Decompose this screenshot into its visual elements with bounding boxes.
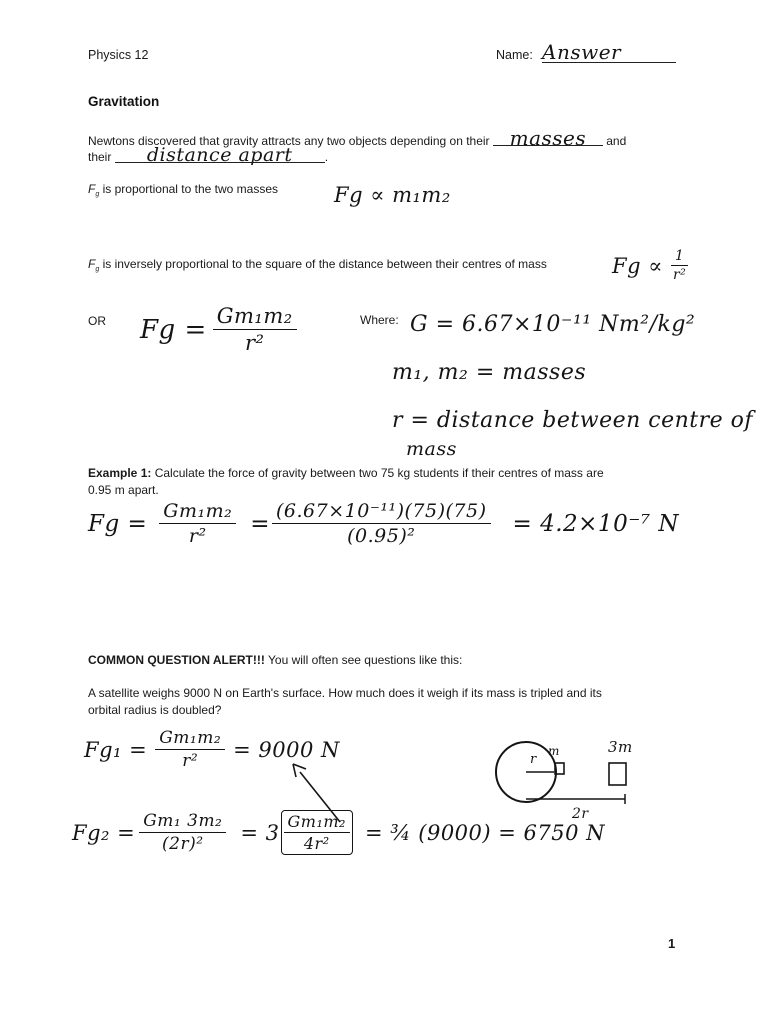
- course-title: Physics 12: [88, 48, 149, 62]
- diagram-2r-label: 2r: [572, 806, 589, 822]
- eq1-den: r²: [182, 751, 199, 771]
- alert-text: You will often see questions like this:: [268, 653, 463, 667]
- inverse-den: r²: [672, 267, 687, 283]
- fg-symbol-2: F: [88, 257, 96, 271]
- satellite-question-1: A satellite weighs 9000 N on Earth's surface. How much does it weigh if its mass is tripled and its: [88, 686, 602, 700]
- law-den: r²: [244, 331, 265, 355]
- fg-subscript: g: [95, 191, 100, 198]
- example1-frac1-num: Gm₁m₂: [159, 500, 236, 524]
- page-title: Gravitation: [88, 94, 160, 109]
- blank-masses: masses: [493, 131, 603, 146]
- m-definition: m₁, m₂ = masses: [392, 360, 587, 385]
- prop-masses-hand: Fg ∝ m₁m₂: [334, 183, 451, 207]
- example1-eq: =: [250, 510, 270, 537]
- eq2-box-den: 4r²: [303, 834, 330, 853]
- where-label: Where:: [360, 313, 399, 327]
- intro-text-1: Newtons discovered that gravity attracts any two objects depending on their: [88, 134, 490, 148]
- fg-subscript-2: g: [95, 266, 100, 273]
- name-label: Name:: [496, 48, 533, 62]
- law-num: Gm₁m₂: [213, 304, 297, 330]
- diagram-3m-label: 3m: [608, 738, 633, 756]
- example1-result: = 4.2×10⁻⁷ N: [512, 510, 679, 537]
- eq2-fraction: [139, 811, 226, 854]
- satellite-equation-2: [72, 810, 605, 855]
- eq2-result: = ¾ (9000) = 6750 N: [364, 820, 606, 845]
- g-definition: G = 6.67×10⁻¹¹ Nm²/kg²: [410, 312, 696, 337]
- eq2-num: Gm₁ 3m₂: [139, 811, 226, 833]
- eq1-num: Gm₁m₂: [155, 728, 225, 750]
- satellite-question-2: orbital radius is doubled?: [88, 703, 222, 717]
- prop-distance-text: is inversely proportional to the square of the distance between their centres of mass: [102, 257, 547, 271]
- eq1-lhs: Fg₁ =: [84, 737, 148, 762]
- intro-text-2-end: .: [324, 150, 329, 164]
- alert-label: COMMON QUESTION ALERT!!!: [88, 653, 265, 667]
- eq2-box-num: Gm₁m₂: [284, 812, 350, 833]
- example1-text-1: Calculate the force of gravity between two 75 kg students if their centres of mass are: [154, 466, 604, 480]
- example1-line-2: 0.95 m apart.: [88, 483, 159, 497]
- eq2-lhs: Fg₂ =: [72, 820, 136, 845]
- eq1-rhs: = 9000 N: [233, 737, 340, 762]
- eq2-den: (2r)²: [162, 834, 204, 854]
- eq2-boxed-fraction: [281, 810, 353, 855]
- name-value: Answer: [542, 40, 622, 64]
- eq2-mid: = 3: [240, 820, 280, 845]
- diagram-r-label: r: [530, 752, 537, 767]
- prop-distance-lhs: Fg ∝: [612, 253, 663, 278]
- inverse-num: 1: [671, 248, 688, 266]
- example1-frac2-den: (0.95)²: [347, 525, 416, 547]
- example1-label: Example 1:: [88, 466, 152, 480]
- r-definition-line-1: r = distance between centre of: [392, 408, 754, 433]
- intro-text-1-end: and: [606, 134, 627, 148]
- example1-frac1-den: r²: [188, 525, 207, 547]
- law-lhs: Fg =: [140, 314, 207, 345]
- r-definition-line-2: mass: [406, 438, 457, 460]
- prop-masses-text: is proportional to the two masses: [102, 182, 279, 196]
- fg-symbol: F: [88, 182, 96, 196]
- page-number: 1: [668, 936, 676, 951]
- diagram-m-label: m: [548, 744, 560, 758]
- example1-lhs: Fg =: [88, 510, 148, 537]
- or-label: OR: [88, 314, 106, 328]
- intro-text-2: their: [88, 150, 112, 164]
- blank-distance: distance apart: [115, 148, 325, 163]
- example1-frac2-num: (6.67×10⁻¹¹)(75)(75): [272, 500, 491, 524]
